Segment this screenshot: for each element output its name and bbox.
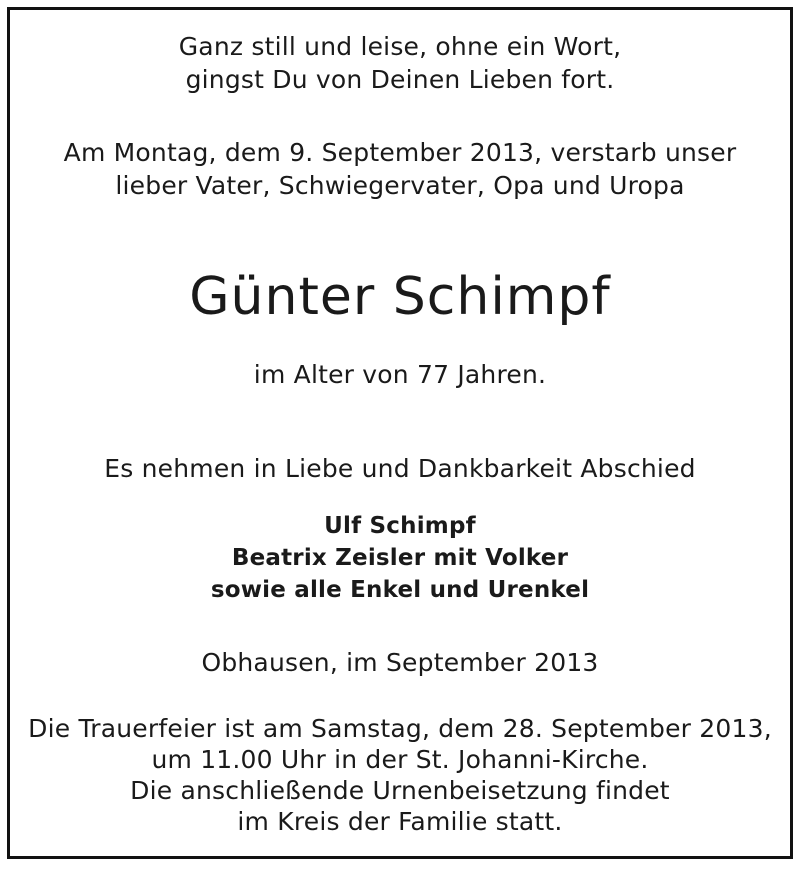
farewell-statement xyxy=(10,452,790,485)
mourner-name: sowie alle Enkel und Urenkel xyxy=(210,577,590,603)
mourner-name: Beatrix Zeisler mit Volker xyxy=(231,545,569,571)
obituary-border xyxy=(7,7,793,859)
obituary-notice xyxy=(10,10,790,856)
place-date-text: Obhausen, im September 2013 xyxy=(201,648,599,677)
place-and-date xyxy=(10,646,790,679)
verse-line-2: gingst Du von Deinen Lieben fort. xyxy=(185,65,615,94)
announcement-line-2: lieber Vater, Schwiegervater, Opa und Uropa xyxy=(115,171,685,200)
age-statement xyxy=(10,358,790,391)
mourners-list xyxy=(10,510,790,606)
funeral-line-4: im Kreis der Familie statt. xyxy=(237,807,563,836)
age-text: im Alter von 77 Jahren. xyxy=(253,360,547,389)
deceased-name: Günter Schimpf xyxy=(189,267,611,327)
announcement-line-1: Am Montag, dem 9. September 2013, verstarb unser xyxy=(63,138,737,167)
funeral-details xyxy=(10,713,790,837)
funeral-line-1: Die Trauerfeier ist am Samstag, dem 28. September 2013, xyxy=(28,714,772,743)
verse-line-1: Ganz still und leise, ohne ein Wort, xyxy=(178,32,622,61)
funeral-line-2: um 11.00 Uhr in der St. Johanni-Kirche. xyxy=(151,745,649,774)
mourner-name: Ulf Schimpf xyxy=(324,513,476,539)
death-announcement xyxy=(10,136,790,202)
memorial-verse xyxy=(10,30,790,96)
farewell-text: Es nehmen in Liebe und Dankbarkeit Abschied xyxy=(104,454,696,483)
funeral-line-3: Die anschließende Urnenbeisetzung findet xyxy=(130,776,670,805)
